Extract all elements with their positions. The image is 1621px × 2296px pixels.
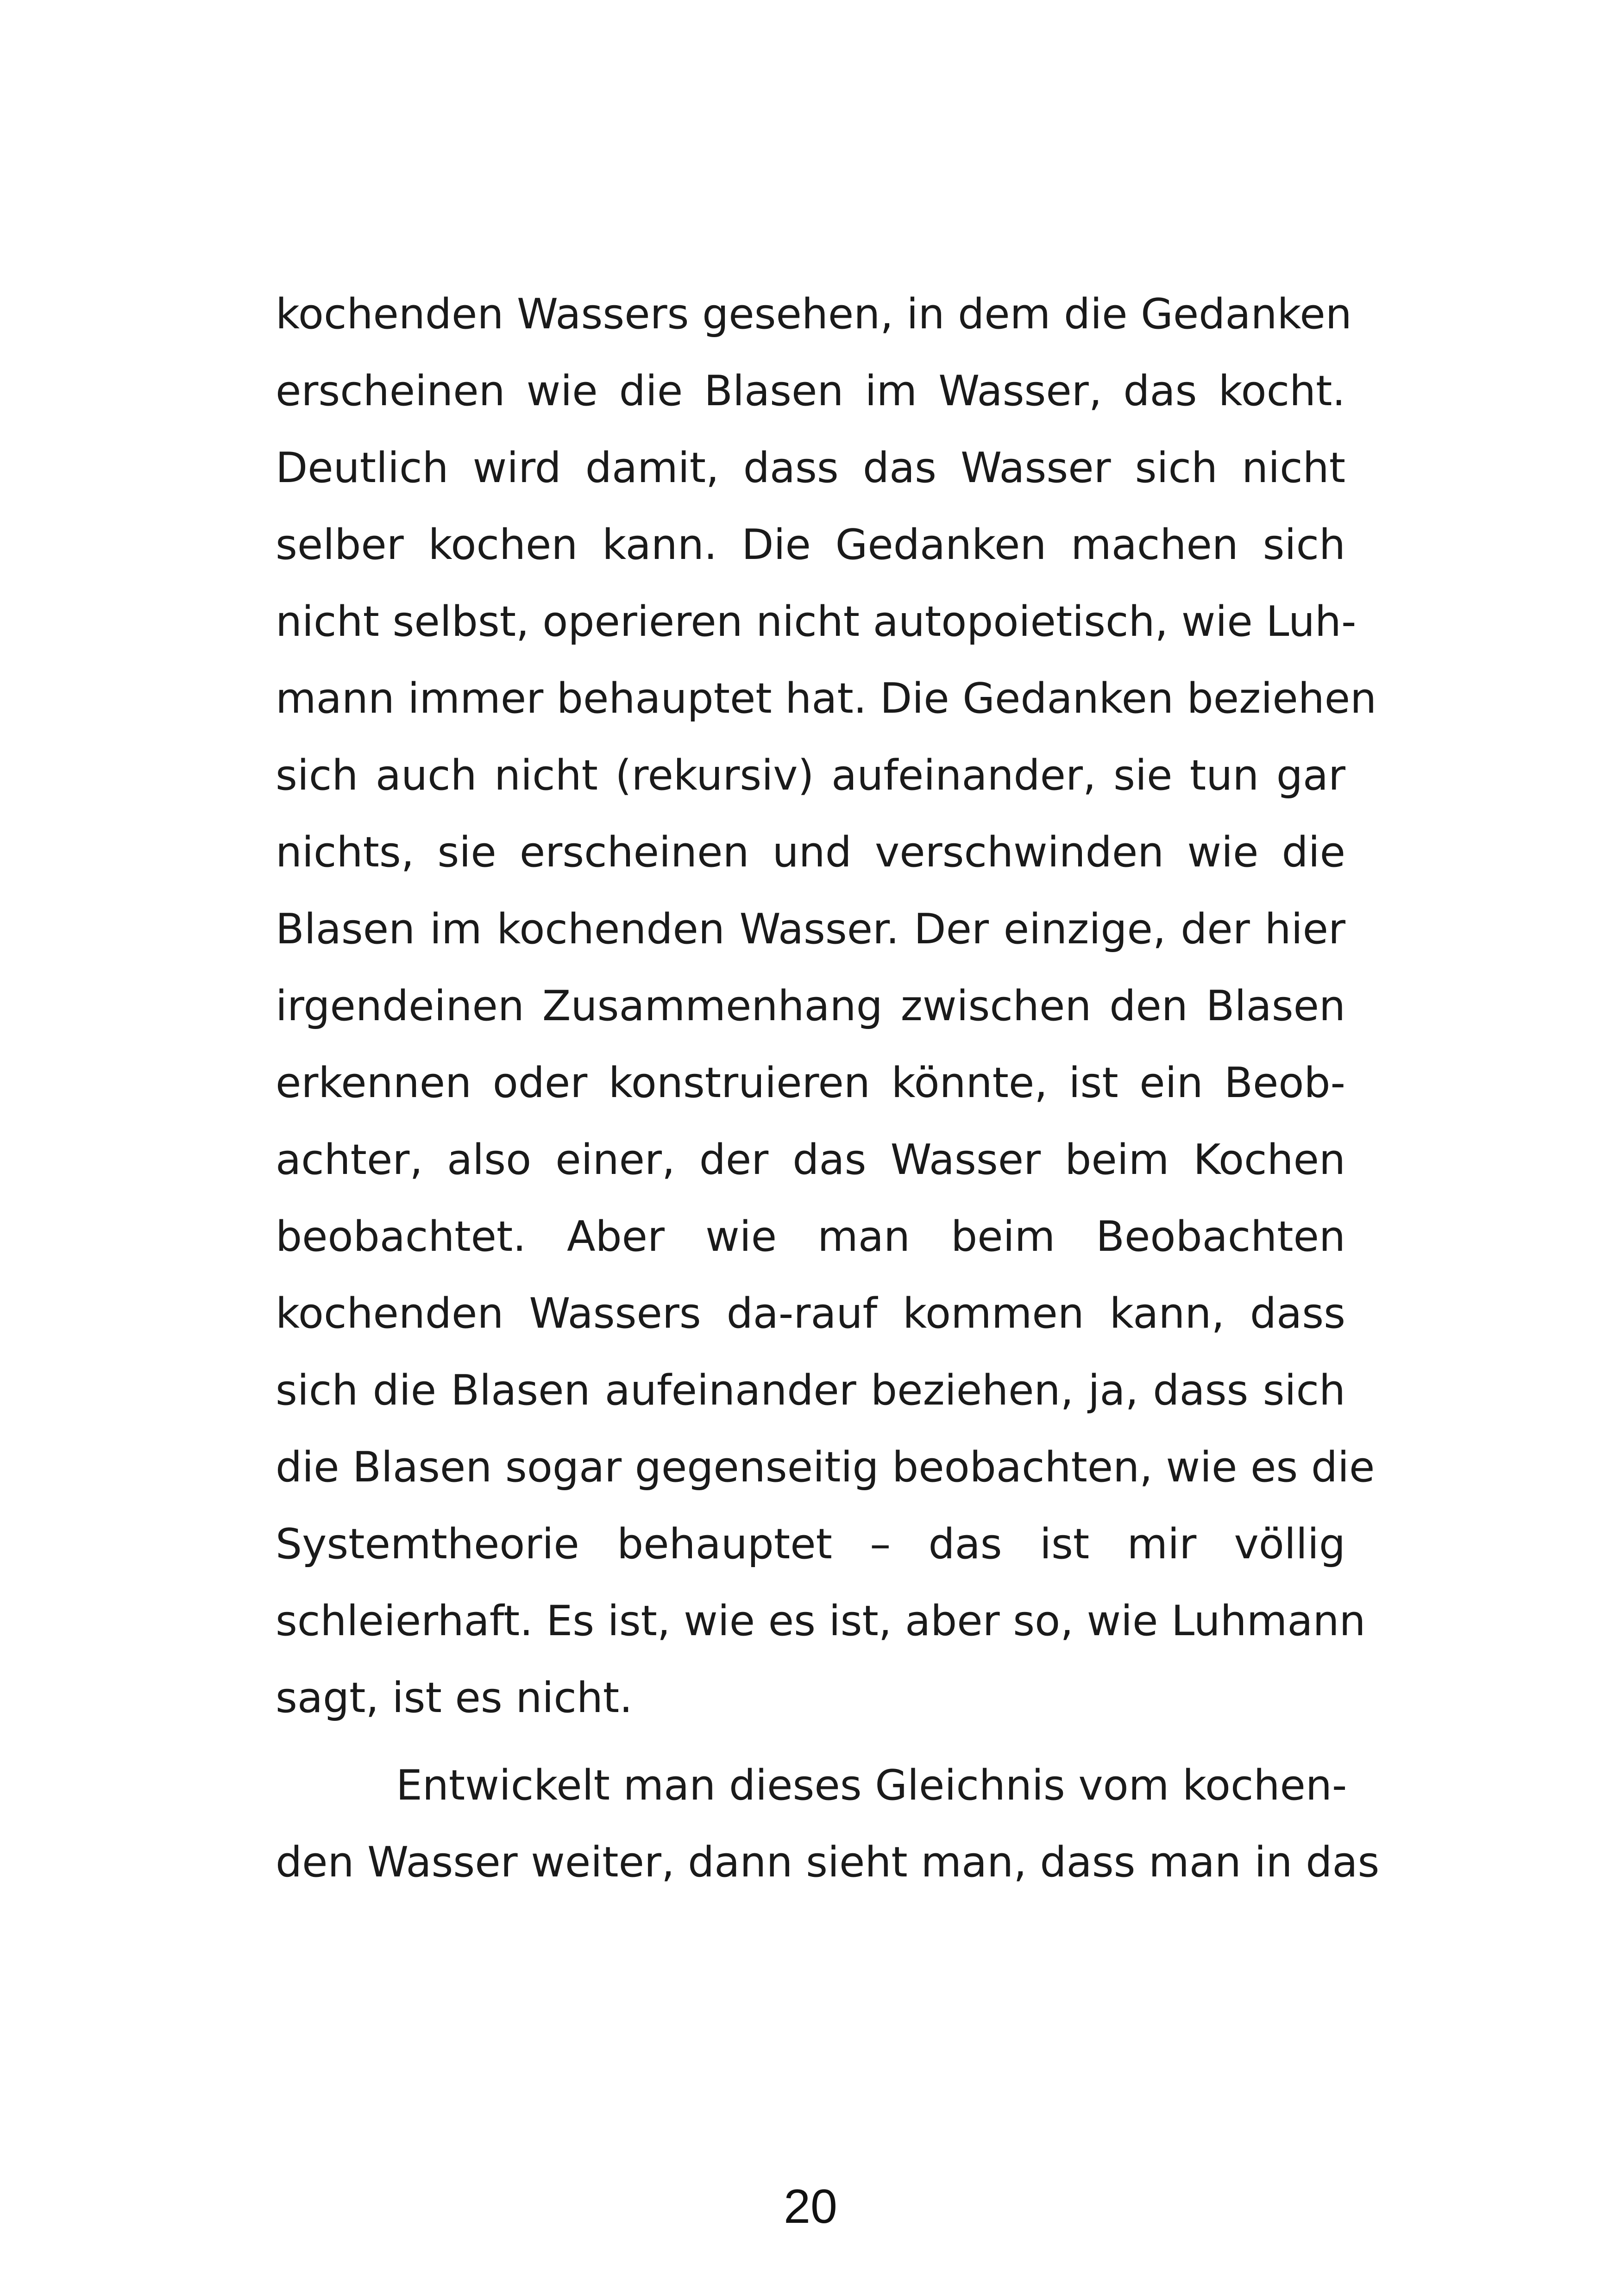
text-line: erscheinen wie die Blasen im Wasser, das kocht. (276, 367, 1345, 415)
paragraph-1 (276, 276, 1377, 1737)
text-line: schleierhaft. Es ist, wie es ist, aber so, wie Luhmann (276, 1597, 1366, 1645)
text-line: sagt, ist es nicht. (276, 1674, 633, 1722)
page-number: 20 (784, 2180, 837, 2233)
text-line: Blasen im kochenden Wasser. Der einzige, der hier (276, 905, 1345, 954)
text-line: kochenden Wassers da-rauf kommen kann, dass (276, 1289, 1345, 1338)
text-line: Entwickelt man dieses Gleichnis vom kochen- (396, 1761, 1347, 1810)
text-line: achter, also einer, der das Wasser beim Kochen (276, 1135, 1345, 1184)
text-line: nicht selbst, operieren nicht autopoietisch, wie Luh- (276, 597, 1357, 646)
paragraph-gap (276, 1737, 1345, 1747)
text-line: beobachtet. Aber wie man beim Beobachten (276, 1212, 1345, 1261)
text-line: kochenden Wassers gesehen, in dem die Gedanken (276, 290, 1352, 339)
text-line: nichts, sie erscheinen und verschwinden wie die (276, 828, 1345, 877)
text-line: erkennen oder konstruieren könnte, ist ein Beob- (276, 1059, 1345, 1107)
text-line: sich die Blasen aufeinander beziehen, ja, dass sich (276, 1366, 1345, 1415)
text-line: den Wasser weiter, dann sieht man, dass man in das (276, 1838, 1380, 1887)
text-line: Systemtheorie behauptet – das ist mir völlig (276, 1520, 1345, 1568)
text-line: irgendeinen Zusammenhang zwischen den Blasen (276, 982, 1345, 1030)
text-line: mann immer behauptet hat. Die Gedanken beziehen (276, 674, 1377, 723)
text-line: selber kochen kann. Die Gedanken machen sich (276, 521, 1345, 569)
text-line: die Blasen sogar gegenseitig beobachten, wie es die (276, 1443, 1375, 1492)
text-line: Deutlich wird damit, dass das Wasser sich nicht (276, 444, 1345, 492)
text-line: sich auch nicht (rekursiv) aufeinander, sie tun gar (276, 751, 1345, 800)
body-text (276, 276, 1380, 1901)
paragraph-2 (276, 1747, 1380, 1901)
